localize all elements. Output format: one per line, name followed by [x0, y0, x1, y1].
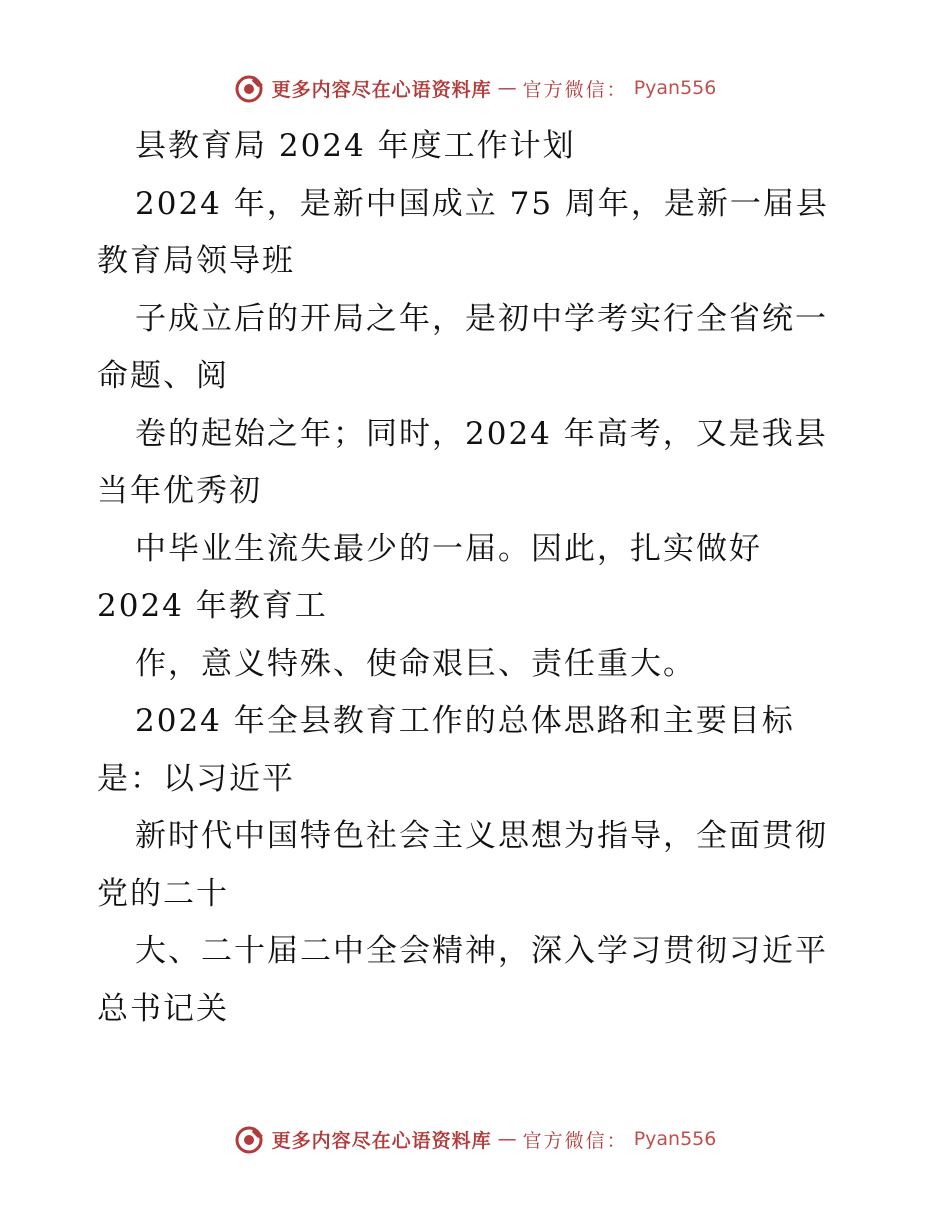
paragraph-line: 新时代中国特色社会主义思想为指导，全面贯彻: [135, 818, 828, 854]
header-watermark: [0, 72, 950, 104]
watermark-contact-label: 官方微信：: [522, 1129, 628, 1152]
watermark-wechat-id: Pyan556: [633, 1128, 717, 1150]
document-body: [97, 118, 877, 1038]
watermark-separator: —: [497, 1128, 517, 1150]
paragraph-line: 2024 年，是新中国成立 75 周年，是新一届县: [135, 185, 829, 222]
brand-logo-icon: [234, 1123, 266, 1155]
paragraph-line: 命题、阅: [97, 358, 229, 394]
watermark-brand: 更多内容尽在心语资料库: [271, 78, 492, 101]
document-title: 县教育局 2024 年度工作计划: [135, 128, 576, 164]
paragraph-line: 2024 年全县教育工作的总体思路和主要目标: [135, 703, 795, 739]
watermark-contact-label: 官方微信：: [522, 78, 628, 101]
paragraph-line: 大、二十届二中全会精神，深入学习贯彻习近平: [135, 933, 828, 969]
paragraph-line: 是：以习近平: [97, 760, 295, 797]
watermark-brand: 更多内容尽在心语资料库: [271, 1129, 492, 1152]
paragraph-line: 当年优秀初: [97, 473, 262, 509]
paragraph-line: 中毕业生流失最少的一届。因此，扎实做好: [135, 530, 762, 567]
paragraph-line: 教育局领导班: [97, 243, 295, 279]
watermark-wechat-id: Pyan556: [633, 77, 717, 99]
paragraph-line: 党的二十: [97, 875, 229, 912]
brand-logo-icon: [234, 72, 266, 104]
paragraph-line: 作，意义特殊、使命艰巨、责任重大。: [135, 645, 696, 682]
paragraph-line: 子成立后的开局之年，是初中学考实行全省统一: [135, 300, 828, 337]
footer-watermark: [0, 1123, 950, 1155]
paragraph-line: 总书记关: [97, 990, 229, 1027]
paragraph-line: 2024 年教育工: [97, 588, 328, 624]
paragraph-line: 卷的起始之年；同时，2024 年高考，又是我县: [135, 415, 828, 452]
watermark-separator: —: [497, 77, 517, 99]
